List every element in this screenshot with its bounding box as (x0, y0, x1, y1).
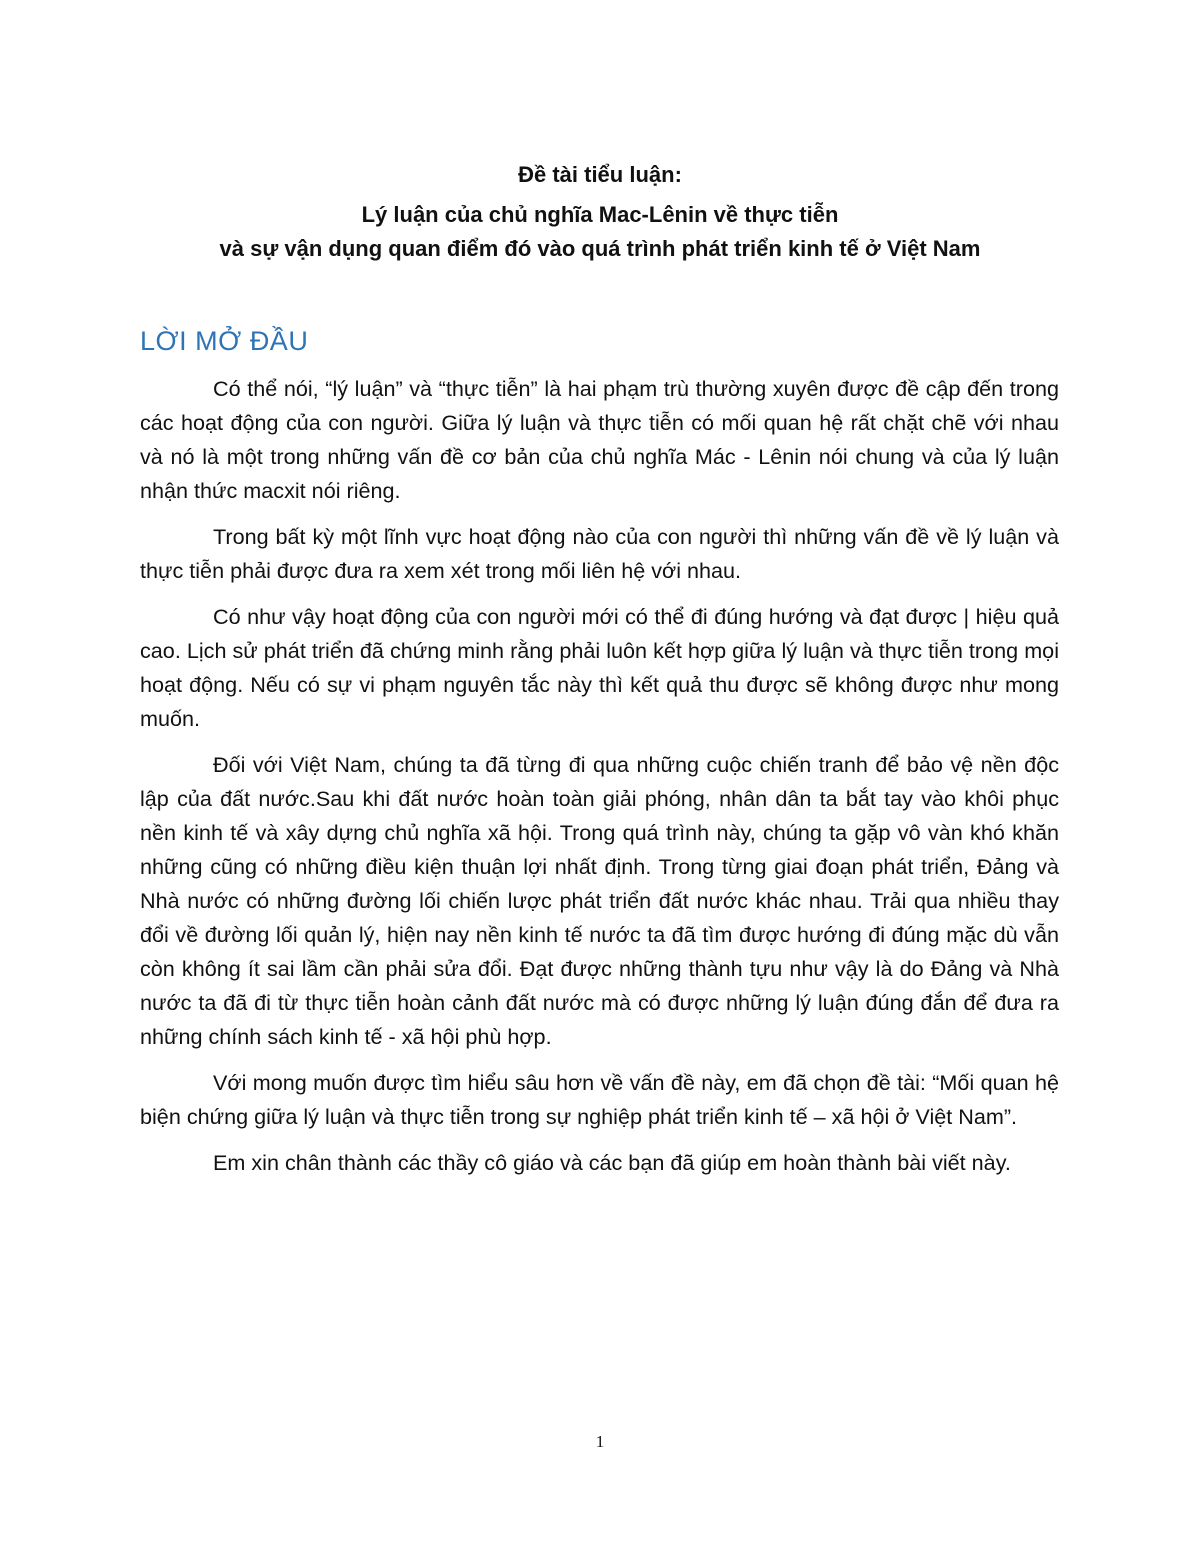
paragraph: Có như vậy hoạt động của con người mới có thể đi đúng hướng và đạt được | hiệu quả cao. Lịch sử phát triển đã chứng minh rằng phải luôn kết hợp giữa lý luận và thực tiễn trong mọi hoạt động. Nếu có sự vi phạm nguyên tắc này thì kết quả thu được sẽ không được như mong muốn. (140, 604, 1059, 731)
paragraph: Đối với Việt Nam, chúng ta đã từng đi qua những cuộc chiến tranh để bảo vệ nền độc lập của đất nước.Sau khi đất nước hoàn toàn giải phóng, nhân dân ta bắt tay vào khôi phục nền kinh tế và xây dựng chủ nghĩa xã hội. Trong quá trình này, chúng ta gặp vô vàn khó khăn những cũng có những điều kiện thuận lợi nhất định. Trong từng giai đoạn phát triển, Đảng và Nhà nước có những đường lối chiến lược phát triển đất nước khác nhau. Trải qua nhiều thay đổi về đường lối quản lý, hiện nay nền kinh tế nước ta đã tìm được hướng đi đúng mặc dù vẫn còn không ít sai lầm cần phải sửa đổi. Đạt được những thành tựu như vậy là do Đảng và Nhà nước ta đã đi từ thực tiễn hoàn cảnh đất nước mà có được những lý luận đúng đắn để đưa ra những chính sách kinh tế - xã hội phù hợp. (140, 752, 1059, 1049)
title-line-2: và sự vận dụng quan điểm đó vào quá trình phát triển kinh tế ở Việt Nam (219, 236, 981, 261)
paragraph: Em xin chân thành các thầy cô giáo và các bạn đã giúp em hoàn thành bài viết này. (213, 1150, 1011, 1175)
paragraph: Với mong muốn được tìm hiểu sâu hơn về vấn đề này, em đã chọn đề tài: “Mối quan hệ biện chứng giữa lý luận và thực tiễn trong sự nghiệp phát triển kinh tế – xã hội ở Việt Nam”. (140, 1070, 1059, 1129)
paragraph: Trong bất kỳ một lĩnh vực hoạt động nào của con người thì những vấn đề về lý luận và thực tiễn phải được đưa ra xem xét trong mối liên hệ với nhau. (140, 524, 1059, 583)
paragraph: Có thể nói, “lý luận” và “thực tiễn” là hai phạm trù thường xuyên được đề cập đến trong các hoạt động của con người. Giữa lý luận và thực tiễn có mối quan hệ rất chặt chẽ với nhau và nó là một trong những vấn đề cơ bản của chủ nghĩa Mác - Lênin nói chung và của lý luận nhận thức macxit nói riêng. (140, 376, 1059, 503)
topic-label: Đề tài tiểu luận: (518, 162, 682, 187)
title-line-1: Lý luận của chủ nghĩa Mac-Lênin về thực tiễn (361, 202, 839, 227)
page-number: 1 (595, 1432, 605, 1451)
section-heading: LỜI MỞ ĐẦU (140, 326, 309, 356)
title-block (140, 158, 1060, 266)
body-text (140, 372, 1059, 1192)
